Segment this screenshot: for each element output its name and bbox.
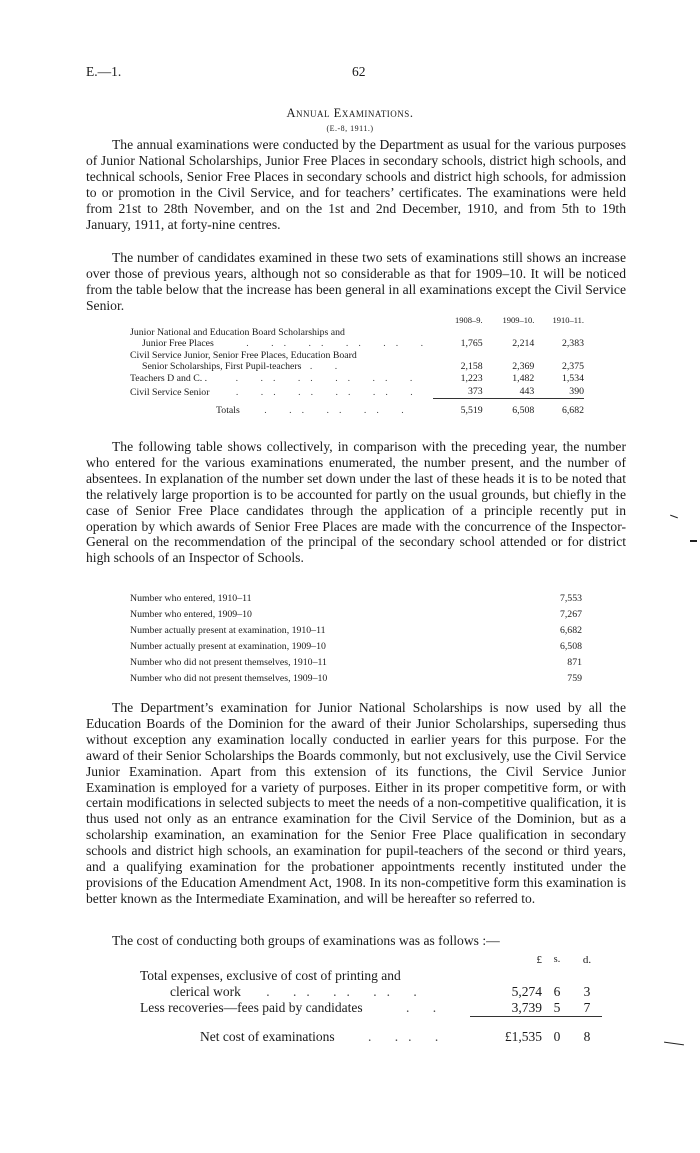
table-cell: 7,553 xyxy=(559,592,582,604)
dot-leader: . . xyxy=(347,372,386,384)
table-row xyxy=(130,384,584,398)
candidates-table xyxy=(130,315,584,416)
dot-leader: . . xyxy=(266,984,307,999)
table-cell: 2,375 xyxy=(561,361,584,372)
dot-leader: . . xyxy=(395,338,434,349)
dot-leader: . . xyxy=(309,361,348,372)
table-cell: 6,508 xyxy=(559,640,582,652)
dot-leader: . . xyxy=(235,372,273,384)
table-cell: 1,223 xyxy=(460,372,483,384)
dot-leader: . . xyxy=(235,386,274,398)
year-header: 1910–11. xyxy=(552,315,584,325)
margin-mark xyxy=(664,1042,684,1046)
table-row xyxy=(130,652,582,668)
table-cell: 1,534 xyxy=(561,372,584,384)
net-cost-row xyxy=(140,1017,602,1058)
dot-leader: . . xyxy=(385,372,423,384)
dot-leader: . . xyxy=(310,386,348,398)
net-shillings-cell: 0 xyxy=(542,1017,572,1058)
row-label: Number who entered, 1909–10 xyxy=(130,608,252,620)
dot-leader: . . xyxy=(306,984,347,999)
margin-mark xyxy=(670,515,678,519)
totals-label: Totals xyxy=(216,404,240,416)
section-title: Annual Examinations. xyxy=(286,106,414,120)
paragraph-cost: The cost of conducting both groups of examinations was as follows :— xyxy=(112,933,500,948)
table-cell: 2,214 xyxy=(512,338,535,349)
report-reference: E.—1. xyxy=(86,64,122,79)
table-cell: 871 xyxy=(567,656,582,668)
row-label: Number who entered, 1910–11 xyxy=(130,592,252,604)
row-label: Civil Service Senior xyxy=(130,386,210,398)
table-cell: 443 xyxy=(519,386,535,397)
year-header: 1908–9. xyxy=(455,315,483,325)
net-pounds-cell: £1,535 xyxy=(470,1017,542,1058)
table-row xyxy=(130,668,582,684)
row-label: Number who did not present themselves, 1909–10 xyxy=(130,672,328,684)
dot-leader: . . xyxy=(385,386,423,398)
dot-leader: . . xyxy=(347,386,386,398)
paragraph-attendance: The following table shows collectively, in comparison with the preceding year, the number who entered for the various examinations enumerated, the number present, and the number of absentees. In explanation of the number set down under the last of these heads it is to be noted that the relatively large proportion is to be accounted for partly on the usual grounds, but chiefly in the case of Senior Free Place candidates through the application of a principle recently put in operation by which awards of Senior Free Places are made with the concurrence of the Inspector-General on the recommendation of the principal of the secondary school attended or for district high schools of an Inspector of Schools. xyxy=(86,439,626,566)
row-label: Junior Free Places xyxy=(142,338,214,349)
dot-leader: . . xyxy=(310,372,348,384)
pence-cell: 7 xyxy=(583,1000,591,1015)
total-cell: 6,508 xyxy=(483,398,535,416)
cost-row xyxy=(140,984,602,1000)
total-cell: 6,682 xyxy=(534,398,584,416)
dot-leader: . . xyxy=(386,984,427,999)
row-label: Teachers D and C. . xyxy=(130,372,208,384)
row-label: Junior National and Education Board Scholarships and xyxy=(130,326,345,338)
table-row xyxy=(130,327,584,339)
total-cell: 5,519 xyxy=(433,398,483,416)
table-row xyxy=(130,361,584,373)
dot-leader: . . xyxy=(283,338,321,349)
dot-leader: . . xyxy=(321,338,359,349)
table-row xyxy=(130,604,582,620)
row-label: Senior Scholarships, First Pupil-teachers xyxy=(142,361,302,372)
paragraph-scholarships: The Department’s examination for Junior National Scholarships is now used by all the Education Boards of the Dominion for the award of their Junior Scholarships, superseding thus without exception any examination locally conducted in earlier years for this purpose. For the award of their Senior Scholarships the Boards commonly, but not exclusively, use the Civil Service Junior Examination. Apart from this extension of its functions, the Civil Service Junior Examination is employed for a variety of purposes. Either in its proper competitive form, or with certain modifications in selected subjects to meet the needs of a non-competitive qualification, it is thus used not only as an entrance examination for the Civil Service of the Dominion, but as a scholarship examination, an examination for the Senior Free Place qualification in secondary schools and district high schools, an examination for pupil-teachers of the second or third years, and a qualifying examination for the probationer appointments recently instituted under the provisions of the Education Amendment Act, 1908. In its non-competitive form this examination is better known as the Intermediate Examination, and will be hereafter so referred to. xyxy=(86,700,626,906)
dot-leader: . . xyxy=(408,1028,449,1044)
row-label: Number actually present at examination, 1910–11 xyxy=(130,624,326,636)
table-row xyxy=(130,373,584,385)
dot-leader: . . xyxy=(338,404,377,416)
section-subtitle: (E.-8, 1911.) xyxy=(326,124,374,133)
cost-label: clerical work xyxy=(170,984,241,999)
table-cell: 2,383 xyxy=(561,338,584,349)
shillings-cell: 5 xyxy=(553,1000,561,1015)
table-header-row xyxy=(130,315,584,327)
attendance-table xyxy=(130,588,582,684)
table-row xyxy=(130,620,582,636)
dot-leader: . . xyxy=(376,404,414,416)
margin-mark xyxy=(690,540,697,542)
net-pence-cell: 8 xyxy=(572,1017,602,1058)
table-cell: 2,158 xyxy=(460,361,483,372)
table-row xyxy=(130,350,584,362)
table-cell: 1,765 xyxy=(460,338,483,349)
pounds-header: £ xyxy=(536,954,542,966)
table-cell: 373 xyxy=(467,386,483,397)
paragraph-intro: The annual examinations were conducted by the Department as usual for the various purposes of Junior National Scholarships, Junior Free Places in secondary schools, district high schools, and technical schools, Senior Free Places in secondary schools and district high schools, for admission to or promotion in the Civil Service, and for teachers’ certificates. The examinations were held from 21st to 28th November, and on the 1st and 2nd December, 1910, and from 5th to 19th January, 1911, at forty-nine centres. xyxy=(86,137,626,232)
cost-table xyxy=(140,952,602,1057)
dot-leader: . . xyxy=(272,372,311,384)
year-header: 1909–10. xyxy=(502,315,535,325)
pence-cell: 3 xyxy=(583,984,591,999)
table-cell: 7,267 xyxy=(559,608,582,620)
shillings-cell: 6 xyxy=(553,984,561,999)
cost-row xyxy=(140,968,602,984)
pounds-cell: 3,739 xyxy=(511,1000,542,1015)
row-label: Civil Service Junior, Senior Free Places, Education Board xyxy=(130,349,357,361)
table-cell: 2,369 xyxy=(512,361,535,372)
net-cost-label: Net cost of examinations xyxy=(200,1028,335,1044)
dot-leader: . . xyxy=(264,404,302,416)
dot-leader: . . xyxy=(367,1028,409,1044)
dot-leader: . . xyxy=(301,404,339,416)
row-label: Number actually present at examination, 1909–10 xyxy=(130,640,326,652)
table-row xyxy=(130,338,584,350)
pounds-cell: 5,274 xyxy=(511,984,542,999)
table-cell: 1,482 xyxy=(512,372,535,384)
dot-leader: . . xyxy=(358,338,396,349)
table-row xyxy=(130,636,582,652)
table-row xyxy=(130,588,582,604)
page-number: 62 xyxy=(352,64,366,79)
cost-row xyxy=(140,1000,602,1017)
table-cell: 390 xyxy=(569,386,584,397)
paragraph-candidates: The number of candidates examined in these two sets of examinations still shows an increase over those of previous years, although not so considerable as that for 1909–10. It will be noticed from the table below that the increase has been general in all examinations except the Civil Service Senior. xyxy=(86,250,626,313)
dot-leader: . . xyxy=(246,338,284,349)
table-cell: 759 xyxy=(567,672,582,684)
row-label: Number who did not present themselves, 1910–11 xyxy=(130,656,327,668)
cost-header-row xyxy=(140,952,602,968)
cost-label: Less recoveries—fees paid by candidates xyxy=(140,1000,363,1016)
dot-leader: . . xyxy=(346,984,387,999)
pence-header: d. xyxy=(582,954,592,966)
table-cell: 6,682 xyxy=(559,624,582,636)
shillings-header: s. xyxy=(553,954,561,965)
cost-label: Total expenses, exclusive of cost of printing and xyxy=(140,968,401,983)
dot-leader: . . xyxy=(406,1000,447,1016)
dot-leader: . . xyxy=(273,386,311,398)
totals-row xyxy=(130,398,584,416)
